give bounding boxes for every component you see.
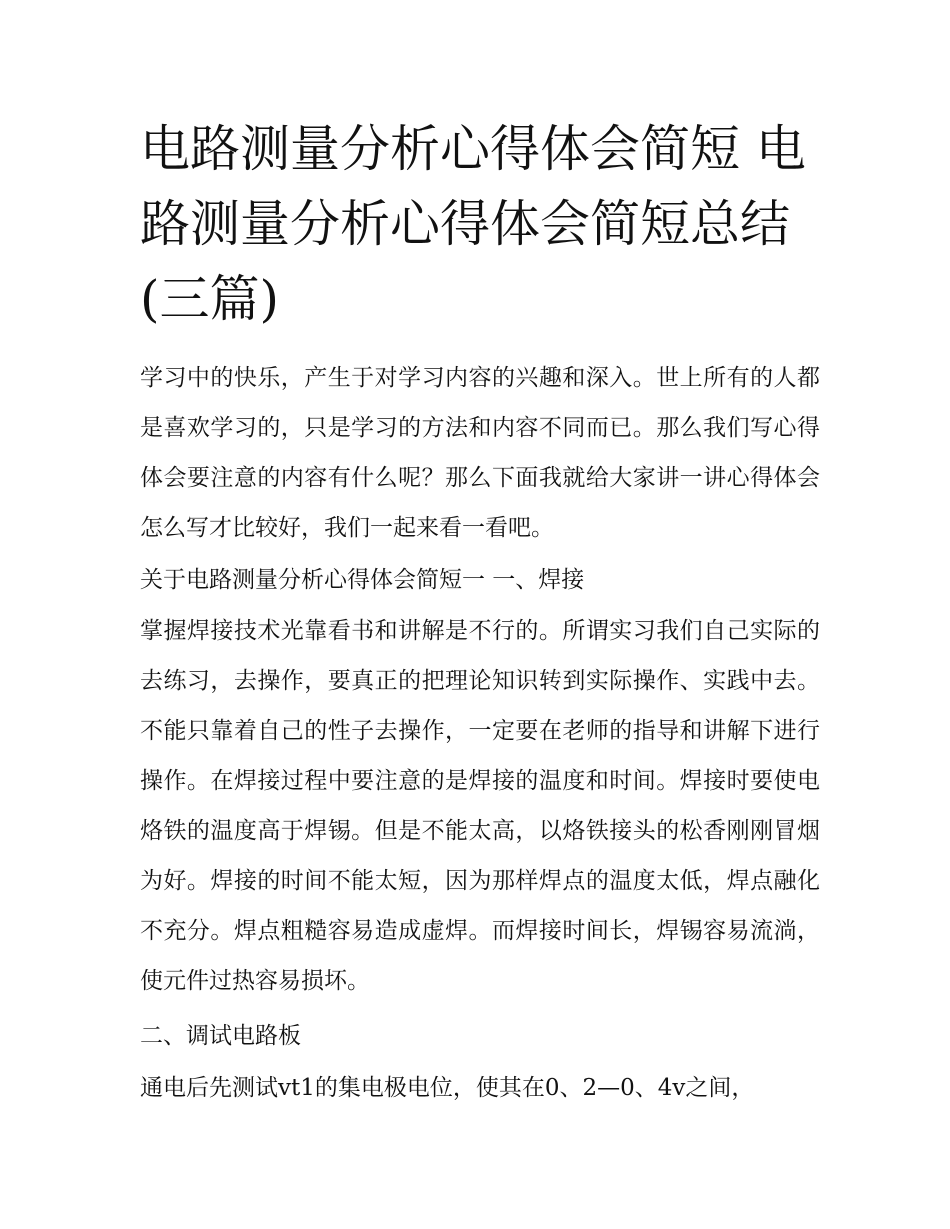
section2-paragraph: 通电后先测试vt1的集电极电位，使其在0、2—0、4v之间， <box>140 1075 755 1101</box>
document-title: 电路测量分析心得体会简短 电路测量分析心得体会简短总结(三篇) <box>140 120 806 328</box>
section1-heading: 关于电路测量分析心得体会简短一 一、焊接 <box>140 567 585 593</box>
intro-paragraph: 学习中的快乐，产生于对学习内容的兴趣和深入。世上所有的人都是喜欢学习的，只是学习的方法和内容不同而已。那么我们写心得体会要注意的内容有什么呢？那么下面我就给大家讲一讲心得体会怎么写才比较好，我们一起来看一看吧。 <box>140 365 820 541</box>
section2-heading: 二、调试电路板 <box>140 1023 301 1049</box>
section1-paragraph: 掌握焊接技术光靠看书和讲解是不行的。所谓实习我们自己实际的去练习，去操作，要真正的把理论知识转到实际操作、实践中去。不能只靠着自己的性子去操作，一定要在老师的指导和讲解下进行操作。在焊接过程中要注意的是焊接的温度和时间。焊接时要使电烙铁的温度高于焊锡。但是不能太高，以烙铁接头的松香刚刚冒烟为好。焊接的时间不能太短，因为那样焊点的温度太低，焊点融化不充分。焊点粗糙容易造成虚焊。而焊接时间长，焊锡容易流淌，使元件过热容易损坏。 <box>140 618 820 994</box>
